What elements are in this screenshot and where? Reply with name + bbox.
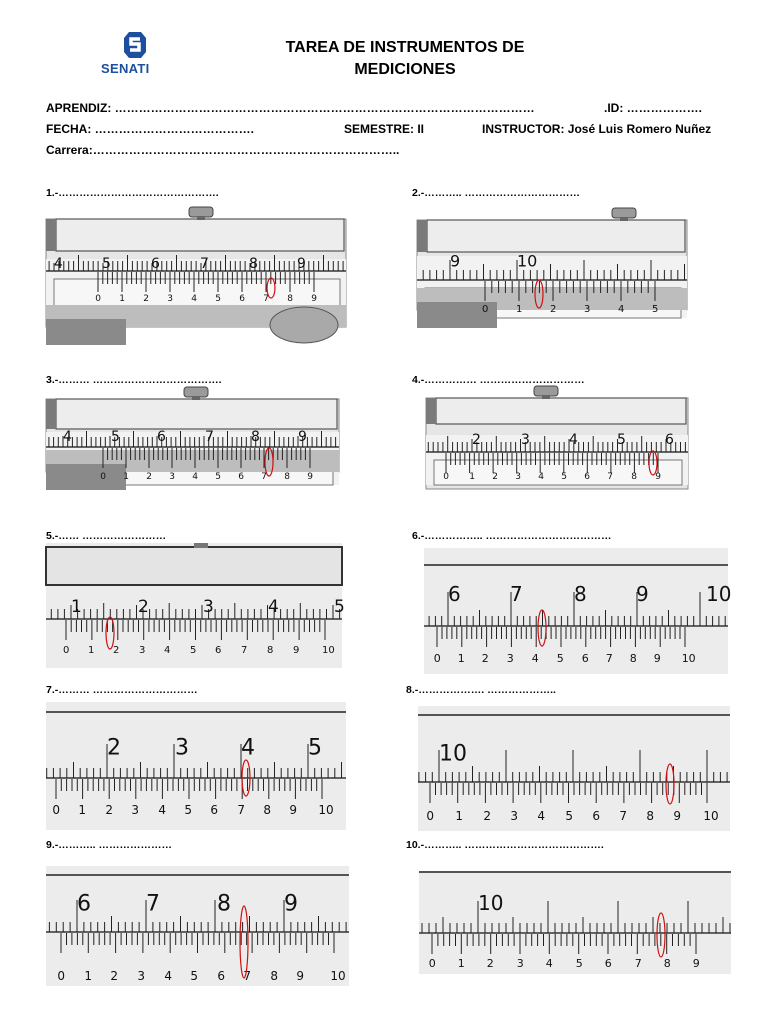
vernier-number: 7: [261, 472, 268, 482]
vernier-number: 0: [95, 294, 102, 304]
vernier-caliper-drawing: [46, 387, 339, 490]
vernier-number: 6: [592, 809, 601, 823]
vernier-number: 6: [239, 294, 246, 304]
vernier-number: 6: [604, 957, 612, 970]
vernier-number: 8: [270, 969, 279, 983]
fecha-field: FECHA: ………………………………….: [46, 122, 254, 136]
vernier-number: 0: [57, 969, 66, 983]
main-scale-number: 7: [146, 891, 160, 917]
main-scale-number: 4: [54, 256, 63, 273]
main-scale-number: 5: [334, 597, 345, 618]
vernier-number: 4: [164, 969, 173, 983]
vernier-caliper-drawing: [46, 702, 346, 830]
caliper-lower-jaw: [46, 319, 126, 345]
vernier-number: 1: [516, 304, 523, 315]
caliper-image-8: [418, 706, 730, 831]
main-scale-number: 4: [63, 429, 72, 446]
vernier-number: 2: [481, 652, 489, 665]
vernier-number: 6: [215, 645, 222, 656]
main-scale-number: 6: [665, 432, 674, 449]
main-scale-number: 7: [510, 582, 523, 606]
thumb-screw-icon: [194, 543, 208, 548]
caliper-image-3: [46, 387, 339, 490]
vernier-number: 4: [191, 294, 198, 304]
vernier-caliper-drawing: [426, 392, 688, 489]
main-scale-number: 1: [71, 597, 82, 618]
caliper-image-10: [419, 871, 731, 974]
caliper-image-2: [417, 198, 687, 328]
vernier-number: 8: [646, 809, 655, 823]
vernier-number: 2: [483, 809, 492, 823]
main-scale-number: 5: [308, 735, 322, 761]
vernier-number: 7: [263, 294, 270, 304]
question-7-label: 7.-……… …………………………: [46, 684, 198, 696]
question-5-label: 5.-…… ……………………: [46, 530, 167, 542]
main-scale-number: 3: [175, 735, 189, 761]
vernier-number: 2: [113, 645, 120, 656]
logo-text: SENATI: [101, 61, 150, 76]
thumb-screw-stem: [192, 396, 200, 400]
vernier-number: 5: [556, 652, 564, 665]
vernier-number: 9: [293, 645, 300, 656]
vernier-number: 9: [311, 294, 318, 304]
vernier-number: 0: [428, 957, 436, 970]
vernier-number: 4: [545, 957, 553, 970]
main-scale-number: 10: [478, 891, 504, 915]
vernier-number: 1: [119, 294, 126, 304]
vernier-number: 7: [634, 957, 642, 970]
vernier-number: 5: [184, 803, 193, 817]
main-scale-number: 10: [517, 251, 538, 271]
main-scale-number: 6: [151, 256, 160, 273]
vernier-number: 5: [190, 645, 197, 656]
vernier-number: 3: [506, 652, 514, 665]
vernier-number: 5: [652, 304, 659, 315]
caliper-slider-bar: [56, 399, 337, 429]
caliper-slider-bar: [436, 398, 686, 424]
semestre-field: SEMESTRE: II: [344, 122, 425, 136]
caliper-image-5: [46, 543, 345, 668]
caliper-jaw: [426, 398, 436, 424]
main-scale-number: 6: [77, 891, 91, 917]
vernier-number: 3: [131, 803, 140, 817]
vernier-number: 5: [575, 957, 583, 970]
scale-background: [46, 702, 346, 830]
vernier-number: 3: [515, 472, 522, 482]
vernier-number: 4: [538, 472, 545, 482]
vernier-number: 1: [469, 472, 476, 482]
main-scale-number: 3: [203, 597, 214, 618]
vernier-number: 5: [215, 294, 222, 304]
thumb-wheel-icon: [270, 307, 338, 343]
vernier-number: 7: [607, 472, 614, 482]
vernier-number: 8: [287, 294, 294, 304]
vernier-number: 9: [653, 652, 661, 665]
vernier-number: 10: [703, 809, 719, 823]
vernier-number: 7: [237, 803, 246, 817]
vernier-number: 2: [110, 969, 119, 983]
main-scale-number: 6: [448, 582, 461, 606]
main-scale-number: 10: [439, 741, 467, 767]
vernier-number: 3: [510, 809, 519, 823]
vernier-number: 8: [629, 652, 637, 665]
vernier-number: 4: [192, 472, 199, 482]
vernier-number: 8: [267, 645, 274, 656]
caliper-slider-bar: [427, 220, 685, 252]
vernier-number: 7: [619, 809, 628, 823]
main-scale-number: 5: [617, 432, 626, 449]
vernier-number: 1: [457, 957, 465, 970]
vernier-number: 2: [550, 304, 557, 315]
vernier-caliper-drawing: [46, 866, 349, 986]
vernier-number: 5: [561, 472, 568, 482]
question-9-label: 9.-……….. …………………: [46, 839, 173, 851]
vernier-number: 5: [190, 969, 199, 983]
vernier-number: 2: [143, 294, 150, 304]
vernier-caliper-drawing: [46, 543, 345, 668]
thumb-screw-icon: [534, 386, 558, 396]
vernier-number: 0: [52, 803, 61, 817]
vernier-number: 9: [692, 957, 700, 970]
vernier-number: 3: [516, 957, 524, 970]
caliper-image-6: [424, 548, 732, 674]
main-scale-number: 8: [249, 256, 258, 273]
vernier-number: 7: [241, 645, 248, 656]
thumb-screw-stem: [620, 217, 628, 221]
caliper-slider-bar: [56, 219, 344, 251]
caliper-lower-jaw: [46, 464, 126, 490]
main-scale-number: 9: [450, 251, 461, 271]
main-scale-number: 9: [297, 256, 306, 273]
vernier-number: 2: [486, 957, 494, 970]
vernier-number: 10: [330, 969, 346, 983]
vernier-number: 5: [215, 472, 222, 482]
vernier-caliper-drawing: [417, 198, 687, 328]
scale-background: [418, 706, 730, 831]
caliper-jaw: [46, 219, 56, 251]
vernier-number: 3: [137, 969, 146, 983]
thumb-screw-stem: [197, 216, 205, 220]
main-scale-number: 2: [472, 432, 481, 449]
vernier-number: 8: [284, 472, 291, 482]
caliper-image-4: [426, 392, 688, 489]
vernier-number: 7: [605, 652, 613, 665]
vernier-number: 9: [307, 472, 314, 482]
vernier-number: 1: [123, 472, 130, 482]
main-scale-number: 8: [574, 582, 587, 606]
main-scale-number: 9: [284, 891, 298, 917]
main-scale-number: 5: [111, 429, 120, 446]
vernier-number: 6: [217, 969, 226, 983]
main-scale-number: 4: [241, 735, 255, 761]
question-8-label: 8.-………………. ………………..: [406, 684, 556, 696]
vernier-number: 9: [296, 969, 305, 983]
vernier-number: 8: [263, 803, 272, 817]
vernier-number: 9: [655, 472, 662, 482]
vernier-number: 0: [426, 809, 435, 823]
vernier-number: 0: [443, 472, 450, 482]
main-scale-number: 7: [205, 429, 214, 446]
main-scale-number: 8: [217, 891, 231, 917]
vernier-number: 8: [663, 957, 671, 970]
vernier-number: 4: [158, 803, 167, 817]
question-4-label: 4.-…………… …………………………: [412, 374, 585, 386]
main-scale-number: 4: [569, 432, 578, 449]
page-title: TAREA DE INSTRUMENTOS DE MEDICIONES: [285, 39, 525, 78]
vernier-number: 4: [618, 304, 625, 315]
vernier-number: 1: [457, 652, 465, 665]
caliper-slider-bar: [46, 547, 342, 585]
vernier-number: 3: [167, 294, 174, 304]
vernier-number: 0: [63, 645, 70, 656]
caliper-jaw: [46, 399, 56, 429]
vernier-number: 9: [289, 803, 298, 817]
main-scale-number: 2: [138, 597, 149, 618]
vernier-number: 7: [243, 969, 252, 983]
vernier-caliper-drawing: [424, 548, 732, 674]
thumb-screw-icon: [612, 208, 636, 218]
main-scale-number: 7: [200, 256, 209, 273]
vernier-caliper-drawing: [419, 871, 731, 974]
vernier-number: 0: [482, 304, 489, 315]
vernier-number: 5: [565, 809, 574, 823]
vernier-number: 4: [531, 652, 539, 665]
scale-background: [46, 866, 349, 986]
vernier-number: 10: [318, 803, 334, 817]
vernier-number: 3: [139, 645, 146, 656]
vernier-number: 0: [433, 652, 441, 665]
vernier-number: 0: [100, 472, 107, 482]
caliper-jaw: [417, 220, 427, 252]
question-2-label: 2.-……….. ……………………………: [412, 187, 581, 199]
question-6-label: 6.-…………….. ………………………………: [412, 530, 612, 542]
id-field: .ID: ……………….: [604, 101, 702, 115]
vernier-number: 4: [164, 645, 171, 656]
caliper-image-7: [46, 702, 346, 830]
caliper-image-1: [46, 203, 346, 345]
vernier-caliper-drawing: [46, 203, 346, 345]
main-scale-number: 9: [298, 429, 307, 446]
vernier-number: 6: [210, 803, 219, 817]
vernier-number: 2: [146, 472, 153, 482]
question-3-label: 3.-……… ……………………………….: [46, 374, 222, 386]
question-10-label: 10.-……….. ………………………………….: [406, 839, 604, 851]
main-scale-number: 2: [107, 735, 121, 761]
main-scale-number: 3: [521, 432, 530, 449]
vernier-number: 6: [584, 472, 591, 482]
vernier-number: 8: [631, 472, 638, 482]
thumb-screw-icon: [184, 387, 208, 397]
thumb-screw-icon: [189, 207, 213, 217]
main-scale-number: 5: [102, 256, 111, 273]
instructor-field: INSTRUCTOR: José Luis Romero Nuñez: [482, 122, 712, 136]
vernier-number: 4: [537, 809, 546, 823]
vernier-number: 1: [455, 809, 464, 823]
vernier-number: 1: [88, 645, 95, 656]
question-1-label: 1.-……………………………………….: [46, 187, 219, 199]
vernier-number: 2: [492, 472, 499, 482]
carrera-field: Carrera:…………………………………………………………………..: [46, 143, 400, 157]
vernier-number: 10: [322, 645, 335, 656]
main-scale-number: 6: [157, 429, 166, 446]
vernier-number: 9: [673, 809, 682, 823]
vernier-number: 6: [581, 652, 589, 665]
vernier-caliper-drawing: [418, 706, 730, 831]
caliper-image-9: [46, 866, 349, 986]
main-scale-number: 9: [636, 582, 649, 606]
aprendiz-field: APRENDIZ: ……………………………………………………………………………………………: [46, 101, 535, 115]
main-scale-number: 8: [251, 429, 260, 446]
vernier-number: 10: [681, 652, 696, 665]
main-scale-number: 4: [268, 597, 279, 618]
thumb-screw-stem: [542, 395, 550, 399]
vernier-number: 1: [84, 969, 93, 983]
vernier-number: 3: [169, 472, 176, 482]
main-scale-number: 10: [706, 582, 732, 606]
vernier-number: 1: [78, 803, 87, 817]
vernier-number: 2: [105, 803, 114, 817]
vernier-number: 6: [238, 472, 245, 482]
vernier-number: 3: [584, 304, 591, 315]
